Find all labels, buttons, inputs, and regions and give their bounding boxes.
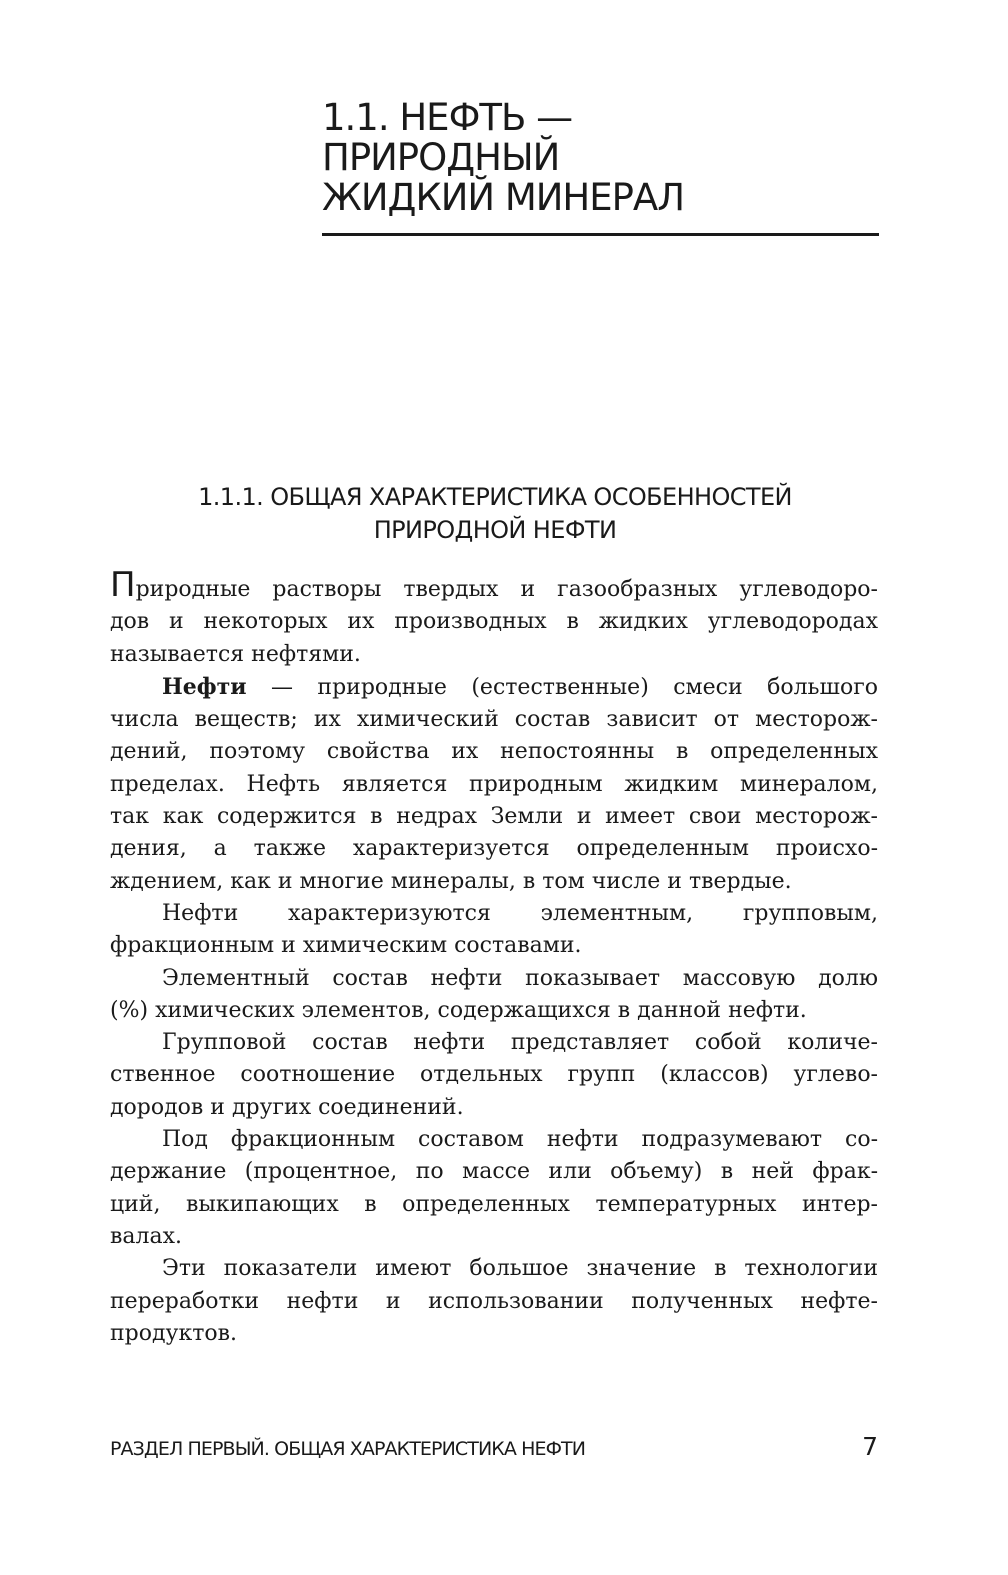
running-head: РАЗДЕЛ ПЕРВЫЙ. ОБЩАЯ ХАРАКТЕРИСТИКА НЕФТИ bbox=[110, 1438, 586, 1460]
text-line: (%) химических элементов, содержащихся в данной нефти. bbox=[110, 997, 807, 1023]
text-line: называется нефтями. bbox=[110, 641, 361, 667]
body-text bbox=[110, 565, 878, 1350]
text-line: держание (процентное, по массе или объему) в ней фрак- bbox=[110, 1159, 878, 1185]
paragraph-5 bbox=[110, 1027, 878, 1124]
text-line: Нефти характеризуются элементным, групповым, bbox=[162, 900, 878, 926]
text-line: Элементный состав нефти показывает массовую долю bbox=[162, 965, 878, 991]
chapter-title-line: ПРИРОДНЫЙ bbox=[322, 136, 560, 179]
text-line: ждением, как и многие минералы, в том числе и твердые. bbox=[110, 868, 792, 894]
section-heading-line: ПРИРОДНОЙ НЕФТИ bbox=[373, 516, 617, 544]
text-line: Природные растворы твердых и газообразных углеводоро- bbox=[110, 565, 878, 605]
paragraph-6 bbox=[110, 1124, 878, 1253]
term-bold: Нефти bbox=[162, 673, 247, 700]
chapter-title bbox=[322, 98, 882, 218]
text-line: переработки нефти и использовании полученных нефте- bbox=[110, 1288, 878, 1314]
text-line: ций, выкипающих в определенных температурных интер- bbox=[110, 1191, 878, 1217]
text-line: валах. bbox=[110, 1223, 182, 1249]
section-heading-line: 1.1.1. ОБЩАЯ ХАРАКТЕРИСТИКА ОСОБЕННОСТЕЙ bbox=[198, 483, 792, 511]
text-line: так как содержится в недрах Земли и имеет свои месторож- bbox=[110, 804, 878, 830]
paragraph-4 bbox=[110, 963, 878, 1028]
title-rule bbox=[322, 233, 879, 236]
section-heading bbox=[110, 481, 880, 547]
page-number: 7 bbox=[862, 1432, 878, 1461]
text-line: Под фракционным составом нефти подразумевают со- bbox=[162, 1127, 878, 1153]
text-line: продуктов. bbox=[110, 1320, 238, 1346]
paragraph-2 bbox=[110, 671, 878, 898]
text-line: Эти показатели имеют большое значение в технологии bbox=[162, 1256, 878, 1282]
text-line: дородов и других соединений. bbox=[110, 1094, 464, 1120]
chapter-title-line: 1.1. НЕФТЬ — bbox=[322, 96, 573, 139]
text-line: фракционным и химическим составами. bbox=[110, 933, 582, 959]
paragraph-7 bbox=[110, 1253, 878, 1350]
drop-cap: П bbox=[110, 565, 136, 605]
text-line: пределах. Нефть является природным жидким минералом, bbox=[110, 771, 878, 797]
text-line: дения, а также характеризуется определенным происхо- bbox=[110, 836, 878, 862]
paragraph-1 bbox=[110, 565, 878, 671]
text-line: числа веществ; их химический состав зависит от месторож- bbox=[110, 707, 878, 733]
paragraph-3 bbox=[110, 898, 878, 963]
text-line: Групповой состав нефти представляет собой количе- bbox=[162, 1030, 878, 1056]
text-line: дений, поэтому свойства их непостоянны в определенных bbox=[110, 739, 878, 765]
text-line: ственное соотношение отдельных групп (классов) углево- bbox=[110, 1062, 878, 1088]
chapter-title-line: ЖИДКИЙ МИНЕРАЛ bbox=[322, 176, 685, 219]
text-line: дов и некоторых их производных в жидких углеводородах bbox=[110, 609, 878, 635]
text-line: Нефти — природные (естественные) смеси большого bbox=[162, 673, 878, 700]
